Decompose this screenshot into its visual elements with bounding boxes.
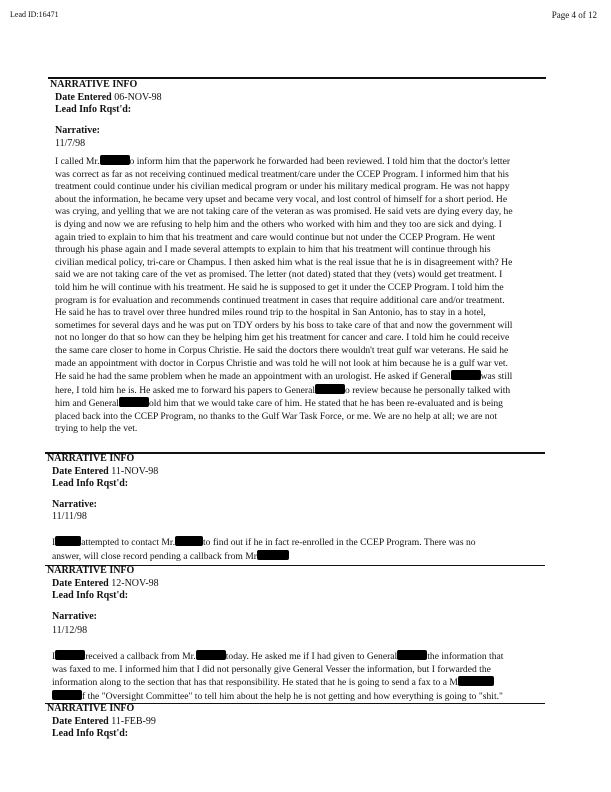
- narrative-date: 11/7/98: [55, 138, 86, 149]
- redaction-bar: [451, 370, 481, 380]
- text-line: I attempted to contact Mr. to find out if he in fact re-enrolled in the CCEP Program. There was no: [52, 537, 476, 548]
- text-line: sometimes for several days and he was put on TDY orders by his boss to take care of that and now the government will: [55, 319, 513, 331]
- date-entered-value: 12-NOV-98: [111, 578, 159, 589]
- text-line: treatment could continue under his civilian medical program or under his military medical program. He was not happy: [55, 181, 510, 193]
- date-entered-label: Date Entered: [52, 716, 109, 727]
- text-line: told him he will continue with his treatment. He said he is supposed to get it under the CCEP Program. I told him the: [55, 281, 504, 293]
- text-line: I called Mr. o inform him that the paperwork he forwarded had been reviewed. I told him that the doctor's letter: [55, 156, 511, 167]
- text-line: trying to help the vet.: [55, 423, 138, 435]
- redaction-bar: [175, 536, 203, 546]
- text-line: He said he has to travel over three hundred miles round trip to the hospital in San Antonio, has to stay in a hotel,: [55, 307, 486, 319]
- date-entered-label: Date Entered: [52, 578, 109, 589]
- narrative-text: [52, 650, 503, 703]
- text-line: I received a callback from Mr. today. He asked me if I had given to General the information that: [52, 651, 504, 662]
- text-line: answer, will close record pending a callback from Mr: [52, 550, 476, 564]
- narrative-label: Narrative:: [52, 499, 97, 510]
- narrative-label: Narrative:: [55, 125, 100, 136]
- text-line: made an appointment with doctor in Corpus Christie and was told he will not look at him because he is a gulf war vet.: [55, 357, 508, 369]
- text-line: said we are not taking care of the vet as promised. The letter (not dated) stated that they (vets) would get treatment. I: [55, 269, 503, 281]
- text-line: f the "Oversight Committee" to tell him about the help he is not getting and how everything is going to "shit.": [52, 690, 503, 704]
- date-entered: [52, 466, 158, 477]
- date-entered-label: Date Entered: [52, 466, 109, 477]
- redaction-bar: [119, 397, 149, 407]
- text-line: him and General old him that we would take care of him. He stated that he has been re-evaluated and is being: [55, 398, 503, 410]
- date-entered-value: 11-NOV-98: [111, 466, 159, 477]
- text-line: was correct as far as not receiving continued medical treatment/care under the CCEP Program. I informed him that his: [55, 168, 509, 180]
- date-entered: [52, 578, 159, 589]
- lead-info-label: Lead Info Rqst'd:: [52, 590, 129, 601]
- date-entered: [55, 92, 162, 103]
- redaction-bar: [55, 536, 81, 546]
- text-line: program is for evaluation and recommends continued treatment in cases that require additional care and/or treatment.: [55, 294, 505, 306]
- redaction-bar: [397, 650, 427, 660]
- text-line: through his phase again and I made several attempts to explain to him that his treatment will continue through his: [55, 244, 491, 256]
- text-line: civilian medical policy, tri-care or Champus. I then asked him what is the real issue that he is in disagreement with? He: [55, 256, 513, 268]
- section-title: NARRATIVE INFO: [47, 565, 135, 576]
- narrative-date: 11/11/98: [52, 511, 87, 522]
- narrative-date: 11/12/98: [52, 625, 88, 636]
- text-line: again tried to explain to him that his treatment and care would continue but not under the CCEP Program. He went: [55, 231, 496, 243]
- narrative-text: [52, 536, 476, 563]
- narrative-text: [55, 155, 513, 436]
- text-line: information along to the section that has that responsibility. He stated that he is going to send a fax to a M: [52, 676, 503, 690]
- page-number: Page 4 of 12: [551, 10, 597, 20]
- date-entered: [52, 716, 156, 727]
- lead-id: Lead ID:16471: [10, 10, 59, 19]
- narrative-label: Narrative:: [52, 611, 97, 622]
- text-line: about the information, he became very upset and became very vocal, and lost control of himself for a short period. He: [55, 193, 508, 205]
- date-entered-label: Date Entered: [55, 92, 112, 103]
- redaction-bar: [315, 384, 345, 394]
- lead-info-label: Lead Info Rqst'd:: [52, 728, 129, 739]
- text-line: was crying, and yelling that we are not taking care of the veteran as was promised. He said vets are dying every day, he: [55, 206, 513, 218]
- text-line: placed back into the CCEP Program, no thanks to the Gulf War Task Force, or me. We are no help at all; we are not: [55, 410, 498, 422]
- text-line: the same care closer to home in Corpus Christie. He said the doctors there wouldn't treat gulf war veterans. He said he: [55, 344, 509, 356]
- text-line: He said he had the same problem when he made an appointment with an urologist. He asked if General was still: [55, 371, 513, 383]
- redaction-bar: [100, 155, 130, 165]
- redaction-bar: [52, 690, 82, 700]
- text-line: is dying and now we are refusing to help him and the others who worked with him and they too are sick and dying. I: [55, 218, 502, 230]
- section-title: NARRATIVE INFO: [47, 703, 135, 714]
- redaction-bar: [257, 550, 289, 560]
- redaction-bar: [458, 676, 494, 686]
- text-line: here, I told him he is. He asked me to forward his papers to General o review because he personally talked with: [55, 384, 511, 396]
- section-title: NARRATIVE INFO: [47, 453, 135, 464]
- date-entered-value: 11-FEB-99: [111, 716, 156, 727]
- text-line: was faxed to me. I informed him that I did not personally give General Vesser the information, but I forwarded the: [52, 663, 491, 675]
- section-title: NARRATIVE INFO: [50, 79, 138, 90]
- date-entered-value: 06-NOV-98: [114, 92, 162, 103]
- text-line: not no longer do that so how can they be helping him get his treatment for cancer and care. I told him he could receive: [55, 332, 510, 344]
- lead-info-label: Lead Info Rqst'd:: [52, 478, 129, 489]
- redaction-bar: [55, 650, 85, 660]
- redaction-bar: [196, 650, 226, 660]
- lead-info-label: Lead Info Rqst'd:: [55, 104, 132, 115]
